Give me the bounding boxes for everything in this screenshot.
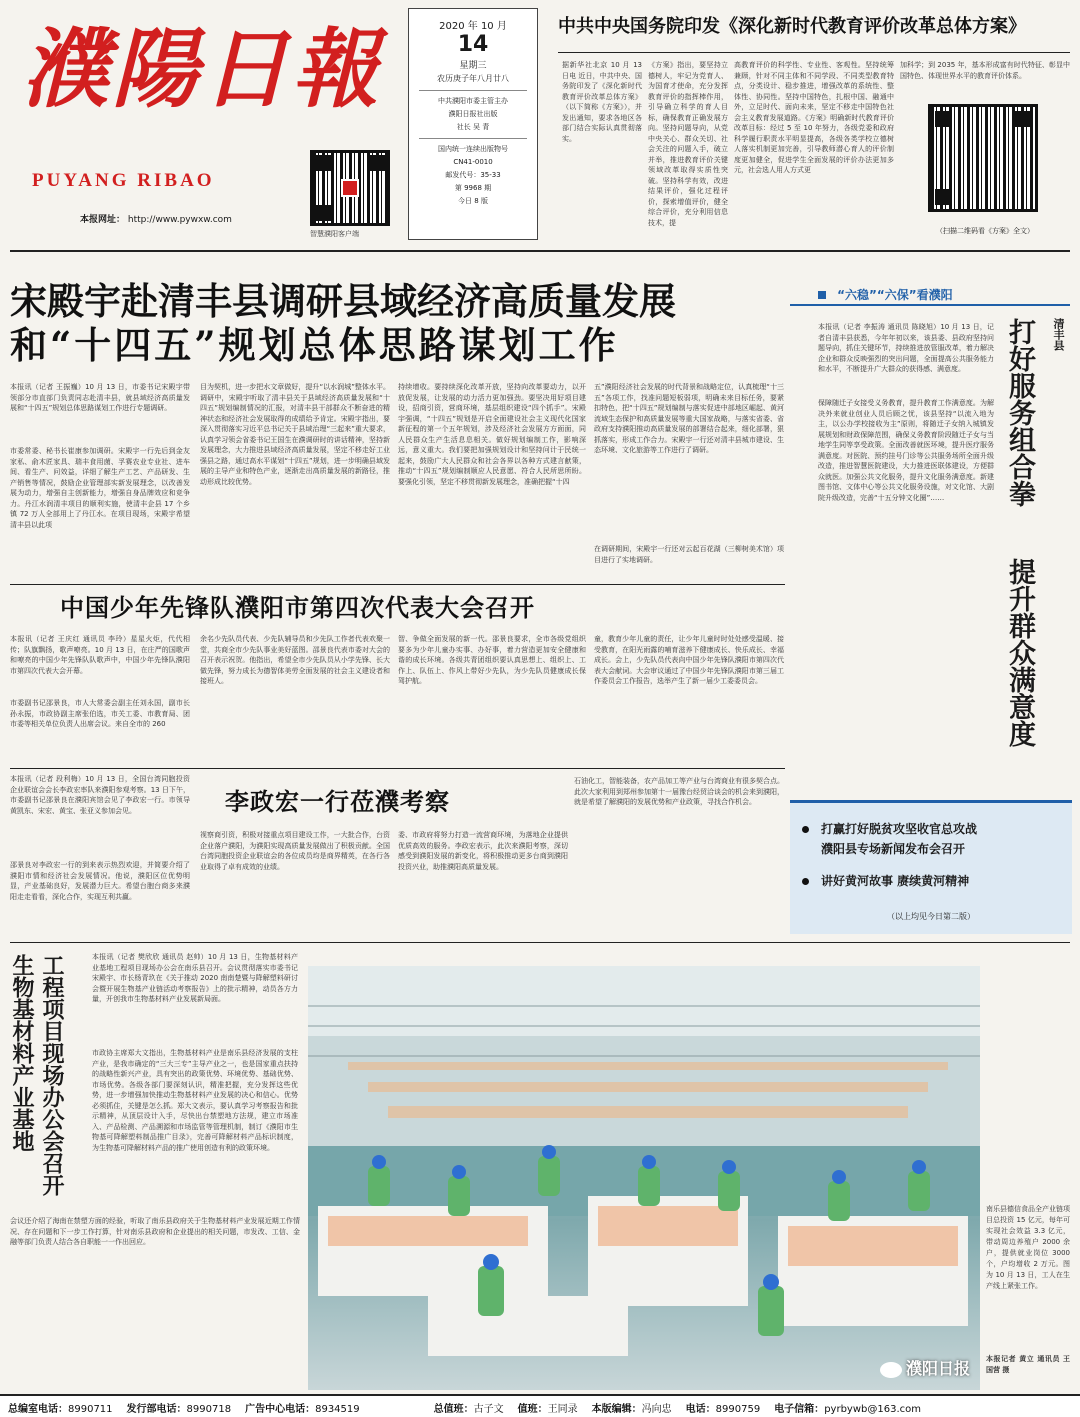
sidebar-box-item1[interactable]	[802, 819, 1062, 859]
footer-item-value: 8990759	[715, 1404, 761, 1415]
top-story-col3: 高教育评价的科学性、专业性、客观性。坚持统筹兼顾，针对不同主体和不同学段、不同类型教育特点，分类设计、稳步推进，增强改革的系统性、整体性、协同性。坚持中国特色，扎根中国、融通中外，立足时代、面向未来，坚定不移走中国特色社会主义教育发展道路。《方案》明确新时代教育评价改革目标：经过 5 至 10 年努力，各级党委和政府科学履行职责水平明显提高，各级各类学校立德树人落实机制更加完善，引导教师潜心育人的评价制度更加健全，促进学生全面发展的评价办法更加多元，社会选人用人方式更	[734, 61, 894, 174]
footer-item-label: 广告中心电话：	[245, 1404, 316, 1415]
date-day: 14	[457, 32, 489, 57]
watermark-text: 濮阳日报	[906, 1359, 971, 1378]
footer-item-value: 冯向忠	[641, 1404, 672, 1415]
masthead	[0, 0, 410, 245]
third-byline: 本报讯（记者 段利梅）10 月 13 日，全国台湾同胞投资企业联谊会会长李政宏率队来濮阳参观考察。13 日下午，市委副书记邵景良在濮阳宾馆会见了李政宏一行。市领导黄凯东、宋宏、黄宝、张亚义参加会见。	[10, 775, 190, 815]
sidebar-body: 保障随迁子女接受义务教育，提升教育工作满意度。为解决外来就业创业人员后顾之忧，该县坚持“以流入地为主，以公办学校接收为主”原则，将随迁子女纳入城镇发展规划和财政保障范围，确保义务教育阶段随迁子女与当地学生同等享受政策。全面改善就医环境，提升医疗服务满意度。对医院、预约挂号门诊等公共服务场所全面升级改造，推进智慧医院建设，大力推进医联体建设，方便群众就医。加强公共文化服务，提升文化服务满意度。新建图书馆、文体中心等公共文化服务设施，对文化馆、大剧院升级改造，完善“十五分钟文化圈”……	[818, 399, 994, 502]
photo-caption: 南乐县德信食品全产业链项目总投资 15 亿元，每年可实现社会效益 3.3 亿元，带动周边养殖户 2000 余户，提供就业岗位 3000 个，户均增收 2 万元。图为 10 月 13 日，工人在生产线上紧张工作。	[986, 1205, 1070, 1290]
footer-item-value[interactable]: pyrbywb@163.com	[824, 1404, 921, 1415]
lead-col2: 目为契机，进一步把水文章做好，提升“以水润城”整体水平。调研中，宋殿宇听取了清丰县关于县域经济高质量发展和“十四五”规划编制情况的汇报，对清丰县干部群众不断奋进的精神状态和经济社会发展取得的成绩给予肯定。宋殿宇指出，要深入贯彻落实习近平总书记关于县域治理“三起来”重大要求，认真学习领会省委书记王国生在濮调研时的讲话精神，坚持新发展理念，大力推进县域经济高质量发展，坚定不移走好工业强县之路，通过高水平谋划“十四五”规划，进一步明确县域发展的主导产业和特色产业，逐渐走出高质量发展的新路径，推动形成比较优势。	[200, 383, 390, 486]
wechat-icon	[880, 1362, 902, 1378]
footer-item	[127, 1400, 232, 1415]
footer-item-label: 发行部电话：	[126, 1404, 187, 1415]
fourth-col1: 市政协主席郑大文指出，生物基材料产业是南乐县经济发展的支柱产业，是我市确定的“三大三专”主导产业之一，也是国家重点扶持的战略性新兴产业，具有突出的政策优势、环境优势、基础优势、市场优势。各级各部门要深刻认识，精准把握，充分发挥这些优势，进一步增强加快推动生物基材料产业发展的决心和信心。优势必须抓住，关键是怎么抓。郑大文表示，要认真学习考察报告和批示精神，从顶层设计入手，尽快出台禁塑地方法规，建立市场准入、产品检测、产品溯源和市场监管等管理机制，制订《濮阳市生物基可降解塑料制品推广目录》，完善可降解材料产品标识制度，为生物基可降解材料产品的推广使用创造有利的政策环境。	[92, 1049, 298, 1152]
second-byline: 本报讯（记者 王庆红 通讯员 李玲）星星火炬，代代相传；队旗飘扬，歌声嘹亮。10 月 13 日，在庄严的国歌声和嘹亮的中国少年先锋队队歌声中，中国少年先锋队濮阳市第四次代表大会开幕。	[10, 635, 190, 675]
app-qr-code[interactable]	[310, 150, 390, 226]
footer-item-label: 电话：	[685, 1404, 716, 1415]
top-story-lead: 据新华社北京 10 月 13 日电 近日，中共中央、国务院印发了《深化新时代教育评价改革总体方案》（以下简称《方案》），并发出通知，要求各地区各部门结合实际认真贯彻落实。	[562, 61, 642, 143]
sidebar-headline1[interactable]: 打好服务组合拳	[1004, 318, 1035, 507]
sidebar-tag-square-icon	[818, 291, 826, 299]
sidebar	[790, 258, 1080, 938]
app-logo-icon	[341, 179, 359, 197]
footer-item	[434, 1400, 504, 1415]
fourth-headline-line2[interactable]: 生物基材料产业基地	[9, 954, 35, 1152]
footer-item	[774, 1400, 921, 1415]
sidebar-box-item1-line1: 打赢打好脱贫攻坚收官总攻战	[821, 822, 978, 836]
serial-label: 国内统一连续出版物号	[438, 145, 508, 153]
page-count: 今日 8 版	[458, 197, 488, 205]
footer-item-value: 古子文	[473, 1404, 504, 1415]
fourth-bottom: 会议还介绍了海南在禁塑方面的经验，听取了南乐县政府关于生物基材料产业发展近期工作情况、存在问题和下一步工作打算，针对南乐县政府和企业提出的相关问题，市发改、工信、金融等部门负责人结合各自职能一一作出回应。	[10, 1217, 300, 1246]
publisher-line1: 中共濮阳市委主管主办	[438, 97, 508, 105]
footer-item-value: 8990718	[186, 1404, 232, 1415]
top-story-col4: 加科学；到 2035 年，基本形成富有时代特征、彰显中国特色、体现世界水平的教育评价体系。	[900, 61, 1070, 80]
footer-item-label: 值班：	[517, 1404, 548, 1415]
plan-qr-code[interactable]	[928, 104, 1038, 212]
sidebar-box-item2-label: 讲好黄河故事 赓续黄河精神	[821, 874, 970, 888]
sidebar-box	[790, 800, 1072, 934]
footer-item	[245, 1400, 360, 1415]
footer-item-label: 电子信箱：	[774, 1404, 825, 1415]
sidebar-tag[interactable]	[790, 284, 1070, 306]
footer	[0, 1394, 1080, 1417]
lead-col4: 五”濮阳经济社会发展的时代背景和战略定位，认真梳理“十三五”各项工作，找准问题短板弱项，明确未来目标任务，要紧扣特色，把“十四五”规划编制与落实促进中部地区崛起、黄河流域生态保护和高质量发展等重大国家战略，与落实省委、省政府支持濮阳推动高质量发展的部署结合起来，细化部署，狠抓落实，形成工作合力。宋殿宇一行还对清丰县城市建设、生态环境、文化旅游等工作进行了调研。	[594, 383, 784, 454]
watermark	[880, 1356, 970, 1379]
footer-item-label: 总值班：	[433, 1404, 474, 1415]
footer-item	[518, 1400, 578, 1415]
sidebar-byline: 本报讯（记者 李振涛 通讯员 陈晓旭）10 月 13 日，记者自清丰县获悉，今年年初以来，该县委、县政府坚持问题导向，抓住关键环节，持续推进放管服改革，着力解决企业和群众反映强烈的突出问题，全面提高公共服务能力和水平，不断提升广大群众的获得感、满意度。	[818, 323, 994, 373]
factory-scene	[308, 966, 980, 1390]
footer-item-value: 王同录	[547, 1404, 578, 1415]
cn-number: CN41-0010	[453, 158, 493, 166]
date-year-month: 2020 年 10 月	[439, 21, 507, 32]
second-col3: 智、争做全面发展的新一代。邵景良要求，全市各级党组织要多为少年儿童办实事、办好事，着力营造更加安全健康和谐的成长环境。各级共青团组织要认真思想上、组织上、工作上、队伍上、作风上带好少先队，为少先队员健康成长保驾护航。	[398, 635, 586, 685]
website-row	[80, 212, 232, 225]
lead-col5: 在调研期间，宋殿宇一行还对云起百花湖（三柳树美术馆）项目进行了实地调研。	[594, 545, 784, 564]
post-code: 邮发代号：35-33	[445, 171, 501, 179]
sidebar-region: 清丰县	[1052, 318, 1065, 351]
footer-item	[592, 1400, 672, 1415]
sidebar-box-item2[interactable]	[802, 871, 1062, 891]
footer-item-value: 8934519	[315, 1404, 360, 1415]
footer-item-value: 8990711	[68, 1404, 113, 1415]
editor-line: 社长 吴 青	[456, 123, 490, 131]
footer-item-label: 总编室电话：	[8, 1404, 68, 1415]
third-col3: 委、市政府将努力打造一流营商环境，为落地企业提供优质高效的服务。李政宏表示，此次来濮阳考察，深切感受到濮阳发展的新变化，将积极推动更多台商到濮阳投资兴业，助推濮阳高质量发展。	[398, 831, 568, 871]
second-col4: 童，教育少年儿童的责任，让少年儿童时时处处感受温暖、接受教育，在阳光雨露的哺育滋养下健康成长、快乐成长、幸福成长。会上，少先队员代表向中国少年先锋队濮阳市第四次代表大会献词。大会审议通过了中国少年先锋队濮阳市第三届工作委员会工作报告，选举产生了新一届少工委委员会。	[594, 635, 784, 685]
bullet-icon	[802, 878, 809, 885]
masthead-title: 濮陽日報	[22, 19, 382, 120]
third-headline[interactable]: 李政宏一行莅濮考察	[225, 787, 450, 816]
footer-row	[0, 1396, 1080, 1415]
sidebar-tag-label: “六稳”“六保”看濮阳	[837, 288, 953, 302]
bullet-icon	[802, 826, 809, 833]
sidebar-headline2[interactable]: 提升群众满意度	[1004, 558, 1035, 747]
date-lunar: 农历庚子年八月廿八	[437, 74, 509, 83]
lead-col1: 市委常委、秘书长崔康参加调研。宋殿宇一行先后到金友家私、俞木匠家具、瑞丰食用菌、孚赛农业专业社、进车间、看生产、问效益，详细了解生产工艺、产品研发、生产销售等情况，鼓励企业管理部实新发展理念，以改善发展为动力，增强自主创新能力，增强自身品牌效应和竞争力。丹江水润清丰项目的顺利实施，使清丰企县 17 个乡镇 72 万人全部用上了丹江水。在项目现场，宋殿宇希望清丰县以此项	[10, 447, 190, 529]
footer-item-label: 本版编辑：	[591, 1404, 642, 1415]
plan-qr-caption: （扫描二维码看《方案》全文）	[936, 227, 1034, 235]
second-headline[interactable]: 中国少年先锋队濮阳市第四次代表大会召开	[60, 593, 535, 622]
fourth-byline: 本报讯（记者 樊欣欣 通讯员 赵帅）10 月 13 日，生物基材料产业基地工程项目现场办公会在南乐县召开。会议贯彻落实市委书记宋殿宇、市长杨青玖在《关于推动 2020 南南楚暨与降解塑料研讨会暨开展生物基产业链活动考察报告》上的批示精神，动员各方力量，开创我市生物基材料产业发展新局面。	[92, 953, 298, 1003]
lead-headline-line2[interactable]: 和“十四五”规划总体思路谋划工作	[10, 323, 619, 367]
second-col1: 市委副书记邵景良，市人大常委会副主任刘永国，副市长孙永振，市政协副主席张伯选，市关工委、市教育局、团市委等相关单位负责人出席会议。来自全市的 260	[10, 699, 190, 728]
photo-credit: 本报记者 黄立 通讯员 王国营 摄	[986, 1355, 1070, 1374]
publisher-line2: 濮阳日报社出版	[448, 110, 498, 118]
third-col4: 石油化工，智能装备，农产品加工等产业与台湾商业有很多契合点。此次大家利用到郑州参加第十一届豫台经贸洽谈会的机会来到濮阳，就是希望了解濮阳的发展优势和产业政策，寻找合作机会。	[574, 777, 784, 806]
second-col2: 余名少先队员代表、少先队辅导员和少先队工作者代表欢聚一堂，共商全市少先队事业美好蓝图。邵景良代表市委对大会的召开表示祝贺。他指出，希望全市少先队员从小学先锋、长大做先锋，努力成长为德智体美劳全面发展的社会主义建设者和接班人。	[200, 635, 390, 685]
lead-col3: 持续增收。要持续深化改革开放，坚持向改革要动力，以开放促发展，让发展的动力活力更加强劲。要坚决用好项目建设，招商引资，营商环境，基层组织建设“四个抓手”。宋殿宇强调，“十四五”规划是开启全面建设社会主义现代化国家新征程的第一个五年规划，涉及经济社会发展方方面面，同人民群众生产生活息息相关。做好规划编制工作，影响深远，意义重大。我们要把加强规划设计和坚持问计于民统一起来，鼓励广大人民群众和社会各界以各种方式建言献策，推动“十四五”规划编制顺应人民意愿、符合人民所思所盼。要强化引领，坚定不移贯彻新发展理念，准确把握“十四	[398, 383, 586, 486]
factory-photo	[308, 966, 980, 1390]
date-block	[408, 8, 538, 240]
app-label: 智慧濮阳客户端	[310, 230, 359, 238]
lead-byline: 本报讯（记者 王振巍）10 月 13 日，市委书记宋殿宇带领部分市直部门负责同志赴清丰县，就县域经济高质量发展和“十四五”规划总体思路谋划工作进行专题调研。	[10, 383, 190, 412]
masthead-pinyin: PUYANG RIBAO	[32, 170, 215, 191]
sidebar-box-item1-line2: 濮阳县专场新闻发布会召开	[821, 842, 966, 856]
top-story-headline[interactable]: 中共中央国务院印发《深化新时代教育评价改革总体方案》	[558, 16, 1026, 37]
footer-item	[8, 1400, 113, 1415]
issue-number: 第 9968 期	[454, 184, 492, 192]
website-label: 本报网址：	[80, 215, 126, 225]
date-weekday: 星期三	[459, 61, 487, 71]
third-col2: 视察商引资，积极对接重点项目建设工作，一大批合作，台资企业落户濮阳，为濮阳实现高质量发展做出了积极贡献。全国台湾同胞投资企业联谊会的各位成员均是商界精英，在各行各业取得了卓有成效的业绩。	[200, 831, 390, 871]
third-col1: 邵景良对李政宏一行的到来表示热烈欢迎，并简要介绍了濮阳市情和经济社会发展情况。他说，濮阳区位优势明显，产业基础良好，发展潜力巨大。希望台胞台商多来濮阳走走看看，深化合作，实现互利共赢。	[10, 861, 190, 901]
sidebar-box-note: （以上均见今日第二版）	[887, 912, 975, 921]
top-story-col2: 《方案》指出，要坚持立德树人，牢记为党育人、为国育才使命，充分发挥教育评价的指挥棒作用，引导确立科学的育人目标，确保教育正确发展方向。坚持问题导向，从党中央关心、群众关切、社会关注的问题入手，破立并举，推进教育评价关键领域改革取得实质性突破。坚持科学有效，改进结果评价，强化过程评价，探索增值评价，健全综合评价，充分利用信息技术，提	[648, 61, 728, 227]
website-url[interactable]: http://www.pywxw.com	[127, 215, 232, 225]
footer-item	[686, 1400, 761, 1415]
lead-headline-line1[interactable]: 宋殿宇赴清丰县调研县域经济高质量发展	[10, 279, 676, 323]
fourth-headline-line1[interactable]: 工程项目现场办公会召开	[39, 954, 65, 1196]
photo-caption-box	[986, 1204, 1070, 1390]
